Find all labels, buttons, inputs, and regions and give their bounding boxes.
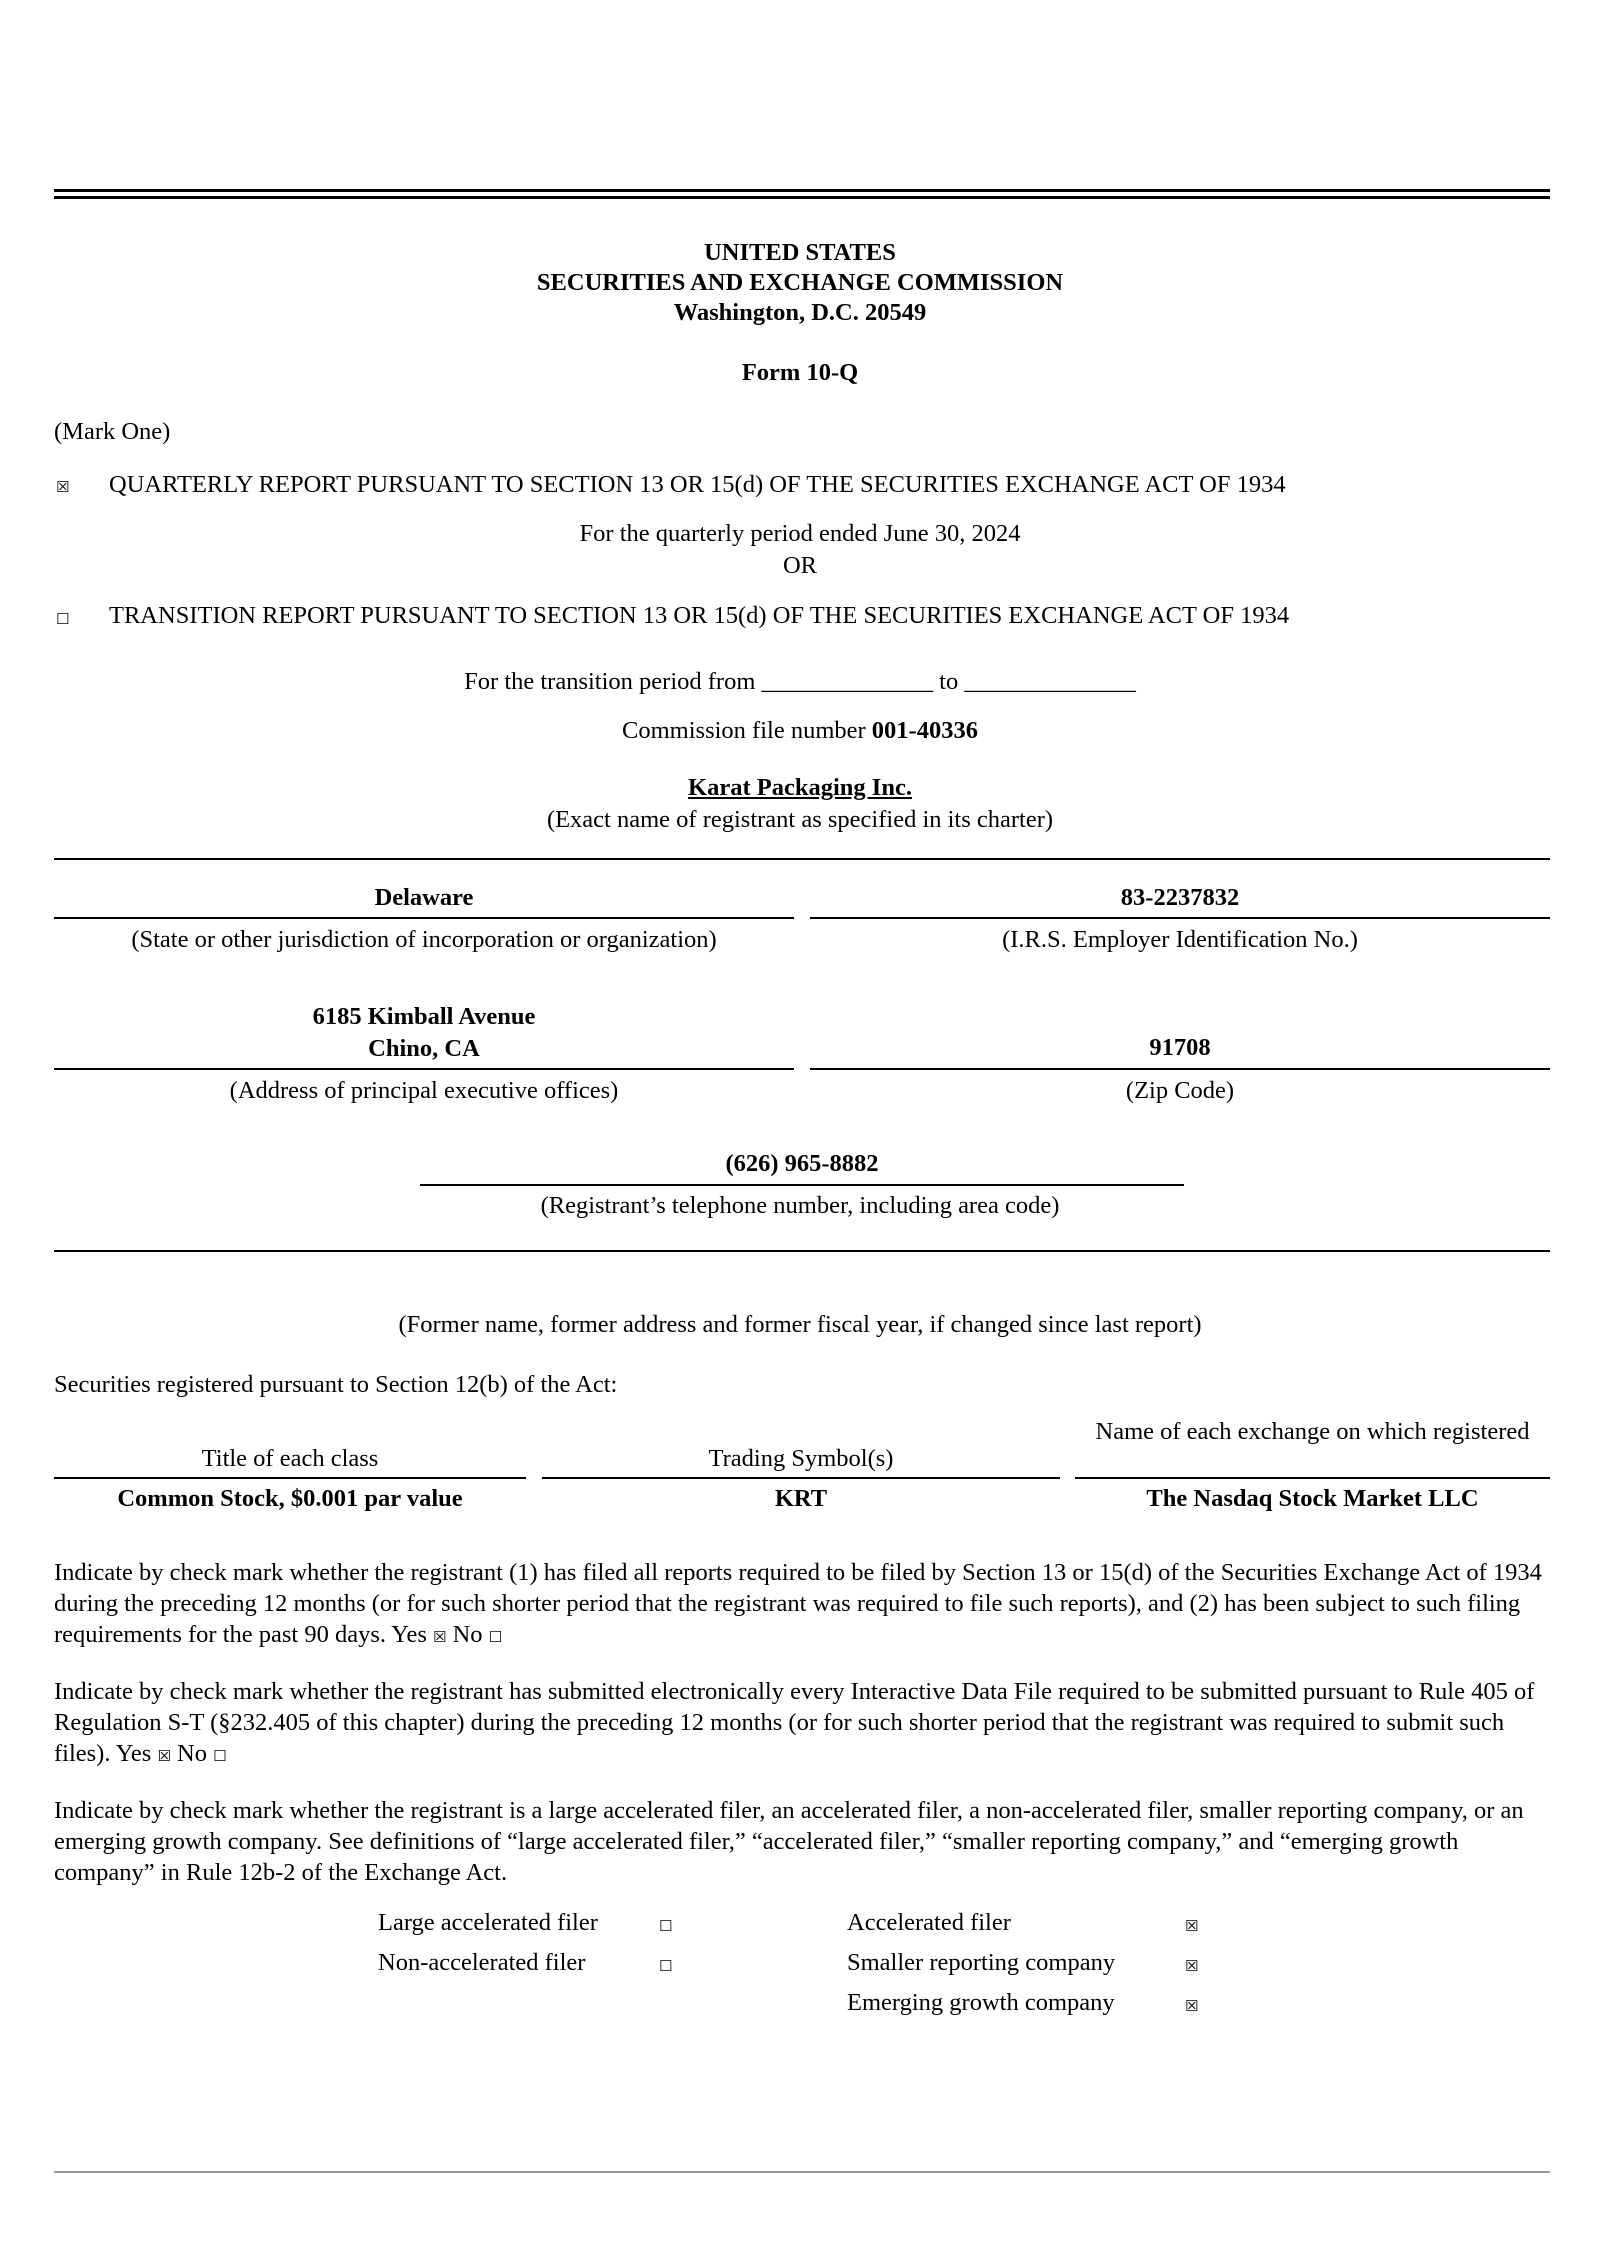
filer-smaller-reporting-checkbox[interactable]: ☒ [1185, 1957, 1199, 1975]
address [54, 1001, 794, 1065]
filer-emerging-growth-label: Emerging growth company [847, 1989, 1115, 2016]
registrant-name: Karat Packaging Inc. [688, 774, 912, 801]
page-bottom-rule [54, 2171, 1550, 2173]
filer-accelerated-checkbox[interactable]: ☒ [1185, 1917, 1199, 1935]
former-name-rule [54, 1250, 1550, 1252]
zip-caption: (Zip Code) [1125, 1077, 1235, 1104]
zip-code: 91708 [1149, 1034, 1211, 1061]
address-caption: (Address of principal executive offices) [229, 1077, 619, 1104]
securities-intro: Securities registered pursuant to Section 12(b) of the Act: [54, 1371, 618, 1398]
filing-question-1 [54, 1557, 1550, 1653]
top-double-rule-lower [54, 196, 1550, 199]
top-double-rule-upper [54, 189, 1550, 192]
transition-report-label: TRANSITION REPORT PURSUANT TO SECTION 13 OR 15(d) OF THE SECURITIES EXCHANGE ACT OF 1934 [109, 602, 1290, 629]
registrant-name-caption: (Exact name of registrant as specified in its charter) [546, 806, 1054, 833]
filing-question-1-text: Indicate by check mark whether the registrant (1) has filed all reports required to be filed by Section 13 or 15(d) of the Securities Exchange Act of 1934 during the preceding 12 months (or for such shorter period that the registrant was required to file such reports), and (2) has been subject to such filing requirements for the past 90 days. [54, 1559, 1542, 1648]
ein-number: 83-2237832 [1120, 884, 1240, 911]
no-label: No [177, 1740, 207, 1767]
securities-title-underline [54, 1477, 526, 1479]
telephone-caption: (Registrant’s telephone number, including area code) [540, 1192, 1060, 1219]
header-location: Washington, D.C. 20549 [673, 299, 927, 326]
securities-exchange-underline [1075, 1477, 1550, 1479]
registrant-rule [54, 858, 1550, 860]
filing-question-2 [54, 1676, 1550, 1772]
securities-header-symbol: Trading Symbol(s) [708, 1445, 894, 1472]
state-caption: (State or other jurisdiction of incorporation or organization) [131, 926, 717, 953]
state-of-incorporation: Delaware [374, 884, 474, 911]
address-line-1: 6185 Kimball Avenue [312, 1003, 536, 1030]
transition-to-blank: ______________ [964, 668, 1136, 695]
q2-no-checkbox[interactable]: ☐ [213, 1747, 227, 1765]
transition-checkbox[interactable]: ☐ [56, 610, 70, 628]
or-separator: OR [782, 552, 818, 579]
filer-accelerated-label: Accelerated filer [847, 1909, 1011, 1936]
filer-large-accelerated-checkbox[interactable]: ☐ [659, 1917, 673, 1935]
quarterly-report-label: QUARTERLY REPORT PURSUANT TO SECTION 13 OR 15(d) OF THE SECURITIES EXCHANGE ACT OF 1934 [109, 471, 1286, 498]
transition-from-blank: ______________ [761, 668, 934, 695]
q1-yes-checkbox[interactable]: ☒ [433, 1628, 447, 1646]
state-underline [54, 917, 794, 919]
telephone-number: (626) 965-8882 [725, 1150, 879, 1177]
securities-class: Common Stock, $0.001 par value [117, 1485, 463, 1512]
filer-non-accelerated-checkbox[interactable]: ☐ [659, 1957, 673, 1975]
quarterly-checkbox[interactable]: ☒ [56, 478, 70, 496]
transition-to-label: to [939, 668, 959, 695]
ein-underline [810, 917, 1550, 919]
securities-symbol-underline [542, 1477, 1060, 1479]
header-commission: SECURITIES AND EXCHANGE COMMISSION [536, 269, 1064, 296]
former-name-caption: (Former name, former address and former fiscal year, if changed since last report) [398, 1311, 1202, 1338]
q1-no-checkbox[interactable]: ☐ [488, 1628, 503, 1646]
quarterly-period: For the quarterly period ended June 30, 2024 [579, 520, 1021, 547]
commission-file-label: Commission file number [622, 717, 866, 744]
no-label: No [452, 1621, 483, 1648]
filer-smaller-reporting-label: Smaller reporting company [847, 1949, 1116, 1976]
securities-header-title: Title of each class [201, 1445, 379, 1472]
transition-period-prefix: For the transition period from [464, 668, 756, 695]
filing-question-3: Indicate by check mark whether the registrant is a large accelerated filer, an accelerated filer, a non-accelerated filer, smaller reporting company, or an emerging growth company. See definitions of “large accelerated filer,” “accelerated filer,” “smaller reporting company,” and “emerging growth company” in Rule 12b-2 of the Exchange Act. [54, 1797, 1524, 1886]
telephone-underline [420, 1184, 1184, 1186]
securities-exchange: The Nasdaq Stock Market LLC [1146, 1485, 1479, 1512]
yes-label: Yes [115, 1740, 152, 1767]
q2-yes-checkbox[interactable]: ☒ [157, 1747, 171, 1765]
filing-question-2-text: Indicate by check mark whether the registrant has submitted electronically every Interactive Data File required to be submitted pursuant to Rule 405 of Regulation S-T (§232.405 of this chapter) during the preceding 12 months (or for such shorter period that the registrant was required to submit such files). [54, 1678, 1535, 1767]
address-line-2: Chino, CA [368, 1035, 480, 1062]
filer-large-accelerated-label: Large accelerated filer [378, 1909, 598, 1936]
zip-underline [810, 1068, 1550, 1070]
securities-header-exchange: Name of each exchange on which registered [1095, 1418, 1530, 1445]
filer-emerging-growth-checkbox[interactable]: ☒ [1185, 1997, 1199, 2015]
securities-symbol: KRT [774, 1485, 828, 1512]
form-title: Form 10-Q [741, 359, 859, 386]
mark-one-label: (Mark One) [54, 418, 171, 445]
header-country: UNITED STATES [704, 239, 896, 266]
yes-label: Yes [391, 1621, 427, 1648]
commission-file-number: 001-40336 [871, 717, 978, 744]
ein-caption: (I.R.S. Employer Identification No.) [1002, 926, 1358, 953]
address-underline [54, 1068, 794, 1070]
filer-non-accelerated-label: Non-accelerated filer [378, 1949, 586, 1976]
commission-file [0, 716, 1600, 745]
sec-header [0, 238, 1600, 328]
transition-period [0, 667, 1600, 696]
